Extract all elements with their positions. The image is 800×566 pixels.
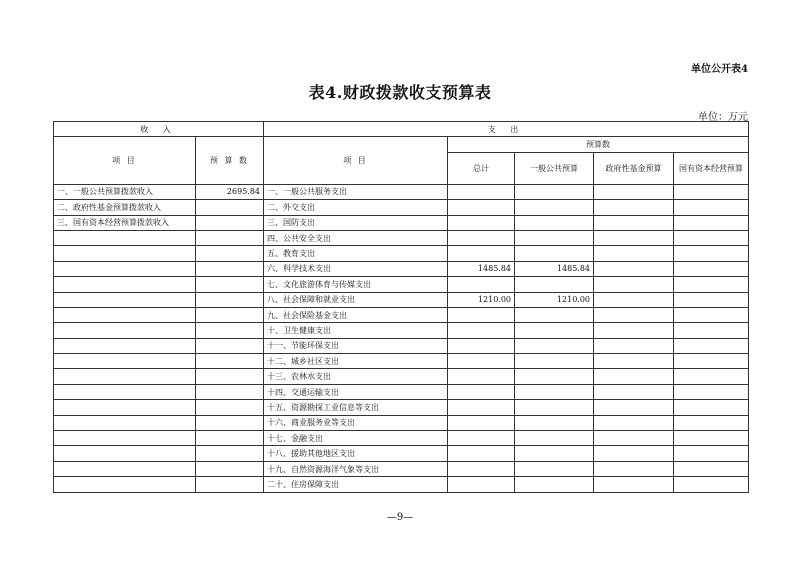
state-capital-cell bbox=[674, 246, 749, 261]
expense-item-cell: 二十、住房保障支出 bbox=[264, 477, 448, 492]
income-amount-cell bbox=[196, 307, 264, 322]
table-row bbox=[54, 230, 749, 245]
state-capital-cell bbox=[674, 323, 749, 338]
gov-fund-cell bbox=[594, 307, 674, 322]
income-item-cell bbox=[54, 369, 196, 384]
general-public-cell bbox=[515, 230, 594, 245]
income-amount-cell bbox=[196, 215, 264, 230]
expense-item-cell: 十八、援助其他地区支出 bbox=[264, 446, 448, 461]
general-public-cell bbox=[515, 354, 594, 369]
income-item-cell: 一、一般公共预算拨款收入 bbox=[54, 184, 196, 199]
income-amount-cell bbox=[196, 446, 264, 461]
income-amount-cell bbox=[196, 461, 264, 476]
general-public-cell bbox=[515, 200, 594, 215]
income-amount-cell bbox=[196, 431, 264, 446]
expense-item-cell: 十四、交通运输支出 bbox=[264, 384, 448, 399]
total-cell bbox=[448, 200, 515, 215]
state-capital-cell bbox=[674, 461, 749, 476]
gov-fund-cell bbox=[594, 446, 674, 461]
state-capital-cell bbox=[674, 261, 749, 276]
income-item-cell bbox=[54, 230, 196, 245]
expense-item-cell: 十一、节能环保支出 bbox=[264, 338, 448, 353]
expense-item-cell: 九、社会保险基金支出 bbox=[264, 307, 448, 322]
expense-item-cell: 二、外交支出 bbox=[264, 200, 448, 215]
state-capital-cell bbox=[674, 446, 749, 461]
income-item-cell: 二、政府性基金预算拨款收入 bbox=[54, 200, 196, 215]
income-item-cell bbox=[54, 461, 196, 476]
general-public-cell bbox=[515, 307, 594, 322]
table-row bbox=[54, 400, 749, 415]
general-public-cell bbox=[515, 477, 594, 492]
total-cell bbox=[448, 323, 515, 338]
income-item-cell bbox=[54, 323, 196, 338]
expense-item-cell: 十六、商业服务业等支出 bbox=[264, 415, 448, 430]
gov-fund-cell bbox=[594, 323, 674, 338]
total-cell bbox=[448, 338, 515, 353]
total-cell bbox=[448, 354, 515, 369]
expense-item-cell: 十三、农林水支出 bbox=[264, 369, 448, 384]
expense-item-cell: 十五、资源勘探工业信息等支出 bbox=[264, 400, 448, 415]
income-amount-cell bbox=[196, 246, 264, 261]
income-amount-cell bbox=[196, 384, 264, 399]
table-body bbox=[54, 184, 749, 492]
income-amount-cell bbox=[196, 277, 264, 292]
table-row bbox=[54, 200, 749, 215]
income-amount-cell bbox=[196, 477, 264, 492]
income-header: 收 入 bbox=[54, 122, 264, 137]
income-item-cell bbox=[54, 431, 196, 446]
expense-header: 支 出 bbox=[264, 122, 749, 137]
general-public-cell: 1485.84 bbox=[515, 261, 594, 276]
table-row bbox=[54, 477, 749, 492]
unit-label: 单位：万元 bbox=[698, 112, 748, 123]
gov-fund-cell bbox=[594, 369, 674, 384]
table-row bbox=[54, 415, 749, 430]
expense-item-header: 项 目 bbox=[264, 137, 448, 184]
income-amount-cell bbox=[196, 292, 264, 307]
income-amount-cell bbox=[196, 354, 264, 369]
general-public-cell bbox=[515, 400, 594, 415]
table-row bbox=[54, 354, 749, 369]
table-row bbox=[54, 338, 749, 353]
income-item-cell bbox=[54, 477, 196, 492]
income-budget-header: 预 算 数 bbox=[196, 137, 264, 184]
expense-item-cell: 十七、金融支出 bbox=[264, 431, 448, 446]
total-cell bbox=[448, 431, 515, 446]
income-amount-cell bbox=[196, 230, 264, 245]
income-amount-cell bbox=[196, 415, 264, 430]
table-row bbox=[54, 384, 749, 399]
gov-fund-cell bbox=[594, 384, 674, 399]
total-cell bbox=[448, 246, 515, 261]
income-item-cell bbox=[54, 384, 196, 399]
general-public-cell bbox=[515, 338, 594, 353]
income-item-cell bbox=[54, 400, 196, 415]
expense-item-cell: 八、社会保障和就业支出 bbox=[264, 292, 448, 307]
budget-table bbox=[53, 121, 749, 493]
total-cell bbox=[448, 477, 515, 492]
page-label: 单位公开表4 bbox=[691, 64, 748, 75]
gov-fund-cell bbox=[594, 215, 674, 230]
document-title: 表4.财政拨款收支预算表 bbox=[308, 83, 492, 102]
table-row bbox=[54, 184, 749, 199]
income-item-cell bbox=[54, 246, 196, 261]
total-cell bbox=[448, 307, 515, 322]
total-cell bbox=[448, 400, 515, 415]
state-capital-cell bbox=[674, 431, 749, 446]
state-capital-cell bbox=[674, 338, 749, 353]
total-cell bbox=[448, 461, 515, 476]
income-amount-cell bbox=[196, 369, 264, 384]
state-capital-cell bbox=[674, 292, 749, 307]
gov-fund-cell bbox=[594, 277, 674, 292]
table-row bbox=[54, 461, 749, 476]
income-amount-cell bbox=[196, 200, 264, 215]
state-capital-cell bbox=[674, 230, 749, 245]
state-capital-cell bbox=[674, 400, 749, 415]
table-row bbox=[54, 215, 749, 230]
expense-item-cell: 六、科学技术支出 bbox=[264, 261, 448, 276]
state-capital-cell bbox=[674, 369, 749, 384]
gov-fund-cell bbox=[594, 400, 674, 415]
general-public-header: 一般公共预算 bbox=[515, 152, 594, 184]
general-public-cell bbox=[515, 431, 594, 446]
income-item-cell bbox=[54, 415, 196, 430]
table-row bbox=[54, 277, 749, 292]
gov-fund-header: 政府性基金预算 bbox=[594, 152, 674, 184]
expense-item-cell: 四、公共安全支出 bbox=[264, 230, 448, 245]
state-capital-cell bbox=[674, 277, 749, 292]
expense-item-cell: 三、国防支出 bbox=[264, 215, 448, 230]
general-public-cell bbox=[515, 246, 594, 261]
gov-fund-cell bbox=[594, 415, 674, 430]
income-item-cell bbox=[54, 277, 196, 292]
gov-fund-cell bbox=[594, 184, 674, 199]
expense-item-cell: 七、文化旅游体育与传媒支出 bbox=[264, 277, 448, 292]
income-item-cell bbox=[54, 354, 196, 369]
income-amount-cell bbox=[196, 261, 264, 276]
state-capital-cell bbox=[674, 215, 749, 230]
expense-item-cell: 十、卫生健康支出 bbox=[264, 323, 448, 338]
income-amount-cell bbox=[196, 338, 264, 353]
table-row bbox=[54, 292, 749, 307]
general-public-cell: 1210.00 bbox=[515, 292, 594, 307]
expense-item-cell: 五、教育支出 bbox=[264, 246, 448, 261]
income-item-cell bbox=[54, 338, 196, 353]
state-capital-cell bbox=[674, 184, 749, 199]
general-public-cell bbox=[515, 323, 594, 338]
state-capital-header: 国有资本经营预算 bbox=[674, 152, 749, 184]
header-row-2 bbox=[54, 137, 749, 152]
total-cell bbox=[448, 230, 515, 245]
total-cell bbox=[448, 446, 515, 461]
income-amount-cell bbox=[196, 323, 264, 338]
gov-fund-cell bbox=[594, 354, 674, 369]
general-public-cell bbox=[515, 184, 594, 199]
income-amount-cell bbox=[196, 400, 264, 415]
total-cell: 1485.84 bbox=[448, 261, 515, 276]
income-item-cell bbox=[54, 307, 196, 322]
header-row-1 bbox=[54, 122, 749, 137]
state-capital-cell bbox=[674, 307, 749, 322]
state-capital-cell bbox=[674, 415, 749, 430]
table-row bbox=[54, 261, 749, 276]
general-public-cell bbox=[515, 369, 594, 384]
budget-group-header: 预算数 bbox=[448, 137, 749, 152]
general-public-cell bbox=[515, 215, 594, 230]
general-public-cell bbox=[515, 384, 594, 399]
income-item-cell bbox=[54, 261, 196, 276]
total-cell: 1210.00 bbox=[448, 292, 515, 307]
state-capital-cell bbox=[674, 200, 749, 215]
gov-fund-cell bbox=[594, 230, 674, 245]
general-public-cell bbox=[515, 446, 594, 461]
table-row bbox=[54, 307, 749, 322]
income-item-cell bbox=[54, 292, 196, 307]
total-cell bbox=[448, 277, 515, 292]
gov-fund-cell bbox=[594, 261, 674, 276]
general-public-cell bbox=[515, 461, 594, 476]
gov-fund-cell bbox=[594, 477, 674, 492]
gov-fund-cell bbox=[594, 246, 674, 261]
expense-item-cell: 十二、城乡社区支出 bbox=[264, 354, 448, 369]
total-cell bbox=[448, 184, 515, 199]
state-capital-cell bbox=[674, 477, 749, 492]
gov-fund-cell bbox=[594, 461, 674, 476]
state-capital-cell bbox=[674, 384, 749, 399]
table-row bbox=[54, 431, 749, 446]
total-cell bbox=[448, 415, 515, 430]
page-number: —9— bbox=[386, 512, 414, 523]
expense-item-cell: 十九、自然资源海洋气象等支出 bbox=[264, 461, 448, 476]
table-row bbox=[54, 369, 749, 384]
table-row bbox=[54, 323, 749, 338]
state-capital-cell bbox=[674, 354, 749, 369]
income-item-cell: 三、国有资本经营预算拨款收入 bbox=[54, 215, 196, 230]
table-row bbox=[54, 246, 749, 261]
gov-fund-cell bbox=[594, 200, 674, 215]
total-cell bbox=[448, 369, 515, 384]
table-row bbox=[54, 446, 749, 461]
gov-fund-cell bbox=[594, 431, 674, 446]
income-item-cell bbox=[54, 446, 196, 461]
general-public-cell bbox=[515, 277, 594, 292]
gov-fund-cell bbox=[594, 338, 674, 353]
income-item-header: 项 目 bbox=[54, 137, 196, 184]
income-amount-cell: 2695.84 bbox=[196, 184, 264, 199]
total-cell bbox=[448, 384, 515, 399]
general-public-cell bbox=[515, 415, 594, 430]
expense-item-cell: 一、一般公共服务支出 bbox=[264, 184, 448, 199]
total-header: 总计 bbox=[448, 152, 515, 184]
total-cell bbox=[448, 215, 515, 230]
gov-fund-cell bbox=[594, 292, 674, 307]
